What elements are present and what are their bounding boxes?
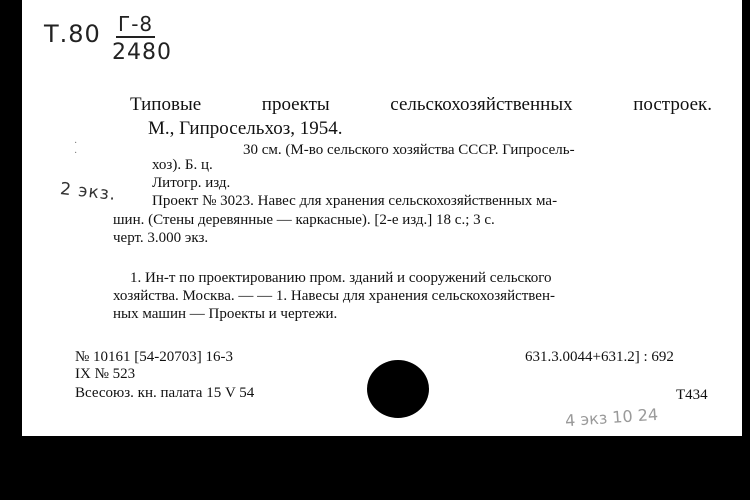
card-code: Т434	[676, 387, 708, 403]
stray-mark: ·	[74, 148, 78, 159]
scan-border-left	[0, 0, 22, 500]
description-line: шин. (Стены деревянные — каркасные). [2-е изд.] 18 с.; 3 с.	[113, 212, 495, 228]
record-title: Типовые проекты сельскохозяйственных построек.	[130, 94, 712, 115]
description-line: Литогр. изд.	[152, 175, 231, 191]
scan-border-bottom	[0, 436, 750, 500]
pencil-note: 4 экз 10 24	[564, 404, 659, 431]
fraction-bottom: 2480	[112, 40, 172, 65]
subject-line: 1. Ин-т по проектированию пром. зданий и сооружений сельского	[130, 270, 552, 286]
shelf-code: Т.80	[44, 20, 101, 48]
description-line: 30 см. (М-во сельского хозяйства СССР. Гипросель-	[243, 142, 575, 158]
description-line: Проект № 3023. Навес для хранения сельскохозяйственных ма-	[152, 193, 558, 209]
description-line: хоз). Б. ц.	[152, 157, 213, 173]
fraction-top: Г-8	[118, 12, 154, 36]
record-number: № 10161 [54-20703] 16-3	[75, 349, 234, 365]
book-chamber: Всесоюз. кн. палата 15 V 54	[75, 385, 255, 401]
classification: 631.3.0044+631.2] : 692	[525, 349, 674, 365]
series-number: IX № 523	[75, 366, 136, 382]
stray-mark: ·	[74, 138, 78, 149]
margin-note: 2 экз.	[59, 179, 118, 205]
punch-hole	[367, 360, 429, 418]
subject-line: хозяйства. Москва. — — 1. Навесы для хранения сельскохозяйствен-	[113, 288, 555, 304]
description-line: черт. 3.000 экз.	[113, 230, 209, 246]
record-imprint: М., Гипросельхоз, 1954.	[148, 118, 343, 139]
subject-line: ных машин — Проекты и чертежи.	[113, 306, 338, 322]
